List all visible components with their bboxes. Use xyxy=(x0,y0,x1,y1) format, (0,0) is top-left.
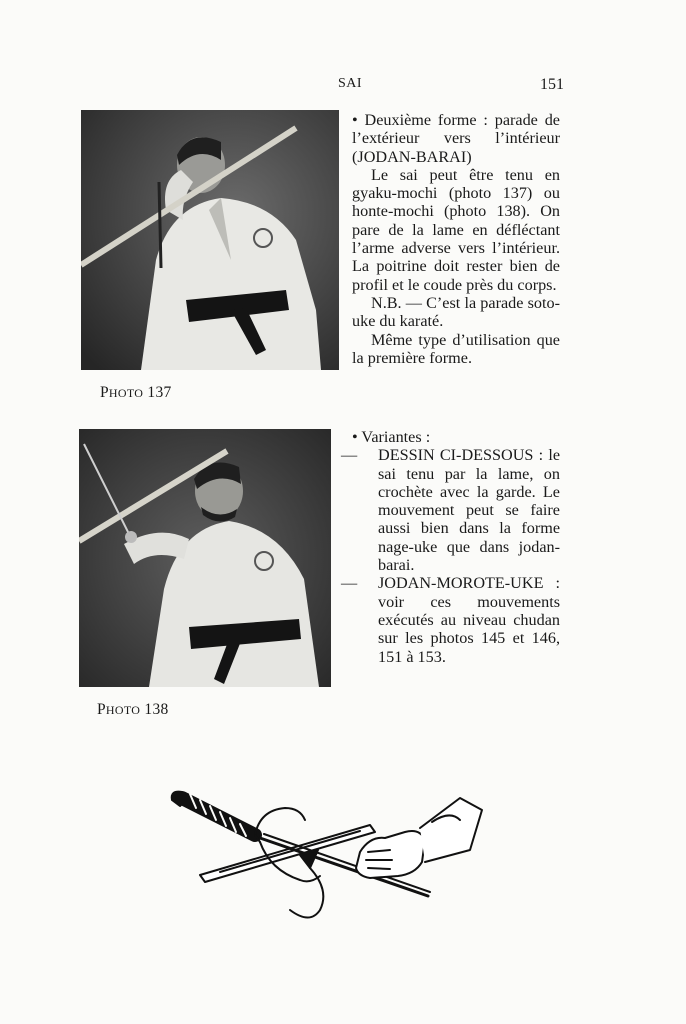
list-item xyxy=(341,446,560,575)
note-paragraph: N.B. — C’est la parade soto-uke du karaté. xyxy=(352,293,560,331)
photo-137-caption: PHOTO 137 xyxy=(100,384,172,401)
page-header xyxy=(0,76,686,96)
section-heading: • Variantes : xyxy=(352,428,431,446)
photo-138 xyxy=(79,429,331,687)
list-item xyxy=(341,574,560,666)
running-title: SAI xyxy=(338,76,363,91)
page-number: 151 xyxy=(540,76,564,93)
paragraph: Le sai peut être tenu en gyaku-mochi (photo 137) ou honte-mochi (photo 138). On pare de la lame en défléctant l’arme adverse vers l’intérieur. La poitrine doit rester bien de profil et le coude près du corps. xyxy=(352,165,560,294)
paragraph: Même type d’utilisation que la première forme. xyxy=(352,330,560,367)
list-item-text: JODAN-MOROTE-UKE : voir ces mouvements exécutés au niveau chudan sur les photos 145 et 146, 151 à 153. xyxy=(378,574,560,666)
photo-137 xyxy=(81,110,339,370)
list-item-text: DESSIN CI-DESSOUS : le sai tenu par la lame, on crochète avec la garde. Le mouvement peut se faire aussi bien dans la forme nage-uke que dans jodan-barai. xyxy=(378,446,560,575)
sai-hook-drawing xyxy=(160,780,490,920)
dash-marker: — xyxy=(341,446,358,465)
section-heading: • Deuxième forme : parade de l’extérieur vers l’intérieur (JODAN-BARAI) xyxy=(352,111,560,166)
section-variantes xyxy=(341,428,560,666)
section-jodan-barai xyxy=(352,111,560,367)
dash-marker: — xyxy=(341,574,358,593)
photo-138-caption: PHOTO 138 xyxy=(97,701,169,718)
